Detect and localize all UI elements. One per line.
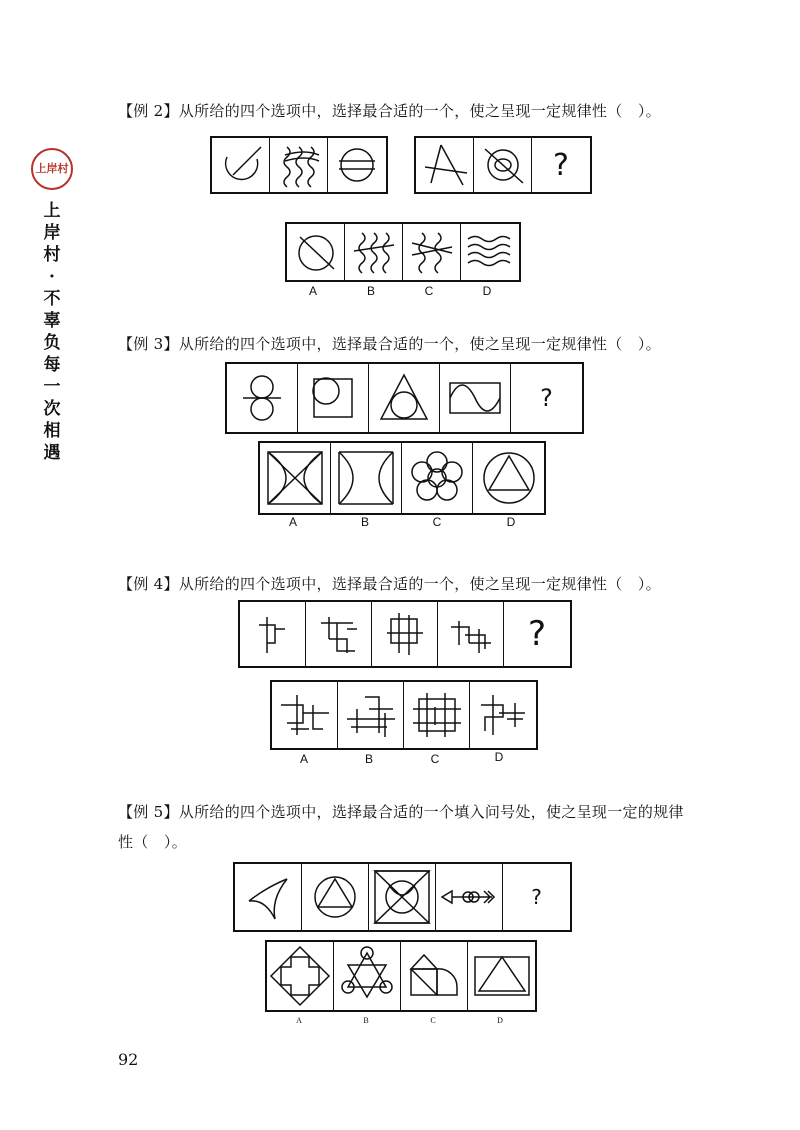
- q5-question-cell: [503, 864, 570, 930]
- slogan-char: 岸: [43, 223, 61, 243]
- q3-stem-figure: [227, 364, 298, 432]
- question-3-title: 【例 3】从所给的四个选项中，选择最合适的一个，使之呈现一定规律性（ ）。: [118, 335, 661, 353]
- q2-option-label-c: C: [424, 284, 434, 298]
- q2-stem-figure: [212, 138, 270, 192]
- q5-option-b-figure[interactable]: [334, 942, 401, 1010]
- q3-stem-figure: [440, 364, 511, 432]
- q5-option-label-d: D: [497, 1016, 503, 1025]
- q4-option-label-a: A: [299, 752, 308, 766]
- q2-question-cell: [532, 138, 590, 192]
- q5-option-label-a: A: [296, 1016, 302, 1025]
- q5-options: [265, 940, 537, 1012]
- page-number: 92: [118, 1050, 139, 1069]
- q3-stem-figure: [369, 364, 440, 432]
- q2-option-label-d: D: [482, 284, 492, 298]
- q5-stem-figure: [235, 864, 302, 930]
- q2-option-b-figure[interactable]: [345, 224, 403, 280]
- q5-stem-figure: [436, 864, 503, 930]
- q4-stem-figure: [240, 602, 306, 666]
- q4-stem-figure: [306, 602, 372, 666]
- sidebar-brand: [28, 148, 76, 464]
- q5-option-a-figure[interactable]: [267, 942, 334, 1010]
- q4-option-b-figure[interactable]: [338, 682, 404, 748]
- slogan-char: 不: [43, 289, 61, 309]
- q3-option-d-figure[interactable]: [473, 443, 544, 513]
- q2-option-a-figure[interactable]: [287, 224, 345, 280]
- q5-stem-figure: [302, 864, 369, 930]
- slogan-char: 负: [43, 333, 61, 353]
- q4-option-label-d: D: [494, 750, 504, 764]
- slogan-char: ·: [49, 267, 55, 287]
- q4-option-label-b: B: [364, 752, 373, 766]
- q2-stem-figure: [416, 138, 474, 192]
- q4-question-cell: [504, 602, 570, 666]
- q3-option-label-b: B: [360, 515, 369, 529]
- q4-option-a-figure[interactable]: [272, 682, 338, 748]
- q5-stem-figure: [369, 864, 436, 930]
- q4-stem-figure: [438, 602, 504, 666]
- question-mark: ?: [531, 885, 542, 909]
- q4-option-c-figure[interactable]: [404, 682, 470, 748]
- q3-option-a-figure[interactable]: [260, 443, 331, 513]
- question-2-title: 【例 2】从所给的四个选项中，选择最合适的一个，使之呈现一定规律性（ ）。: [118, 102, 661, 120]
- q3-options: [258, 441, 546, 515]
- q2-stem-group-2: [414, 136, 592, 194]
- q5-stem: [233, 862, 572, 932]
- slogan-char: 村: [43, 245, 61, 265]
- q3-option-label-d: D: [506, 515, 516, 529]
- slogan-vertical: [28, 200, 76, 464]
- q5-option-label-c: C: [430, 1016, 436, 1025]
- q3-option-label-c: C: [432, 515, 442, 529]
- q2-option-label-b: B: [366, 284, 375, 298]
- q3-stem: [225, 362, 584, 434]
- q4-option-d-figure[interactable]: [470, 682, 536, 748]
- q2-stem-figure: [328, 138, 386, 192]
- q2-option-c-figure[interactable]: [403, 224, 461, 280]
- slogan-char: 遇: [43, 443, 61, 463]
- q5-option-d-figure[interactable]: [468, 942, 535, 1010]
- q3-stem-figure: [298, 364, 369, 432]
- q3-question-cell: [511, 364, 582, 432]
- brand-stamp-logo: [31, 148, 73, 190]
- q2-stem-figure: [270, 138, 328, 192]
- q3-option-c-figure[interactable]: [402, 443, 473, 513]
- q5-option-c-figure[interactable]: [401, 942, 468, 1010]
- slogan-char: 次: [43, 399, 61, 419]
- q3-option-b-figure[interactable]: [331, 443, 402, 513]
- slogan-char: 辜: [43, 311, 61, 331]
- q3-option-label-a: A: [288, 515, 297, 529]
- q2-stem-group-1: [210, 136, 388, 194]
- slogan-char: 一: [43, 377, 61, 397]
- q4-options: [270, 680, 538, 750]
- slogan-char: 相: [43, 421, 61, 441]
- q4-stem: [238, 600, 572, 668]
- slogan-char: 每: [43, 355, 61, 375]
- question-5-title: 【例 5】从所给的四个选项中，选择最合适的一个填入问号处，使之呈现一定的规律性（ ）。: [118, 803, 684, 851]
- q2-stem-figure: [474, 138, 532, 192]
- question-mark: ?: [553, 147, 569, 183]
- question-mark: ?: [540, 384, 553, 412]
- q2-option-d-figure[interactable]: [461, 224, 519, 280]
- q2-options: [285, 222, 521, 282]
- question-4-title: 【例 4】从所给的四个选项中，选择最合适的一个，使之呈现一定规律性（ ）。: [118, 575, 661, 593]
- stamp-text: 上岸村: [35, 162, 69, 175]
- question-mark: ?: [527, 614, 547, 654]
- q4-stem-figure: [372, 602, 438, 666]
- q4-option-label-c: C: [430, 752, 440, 766]
- q2-option-label-a: A: [308, 284, 317, 298]
- slogan-char: 上: [43, 201, 61, 221]
- q5-option-label-b: B: [363, 1016, 369, 1025]
